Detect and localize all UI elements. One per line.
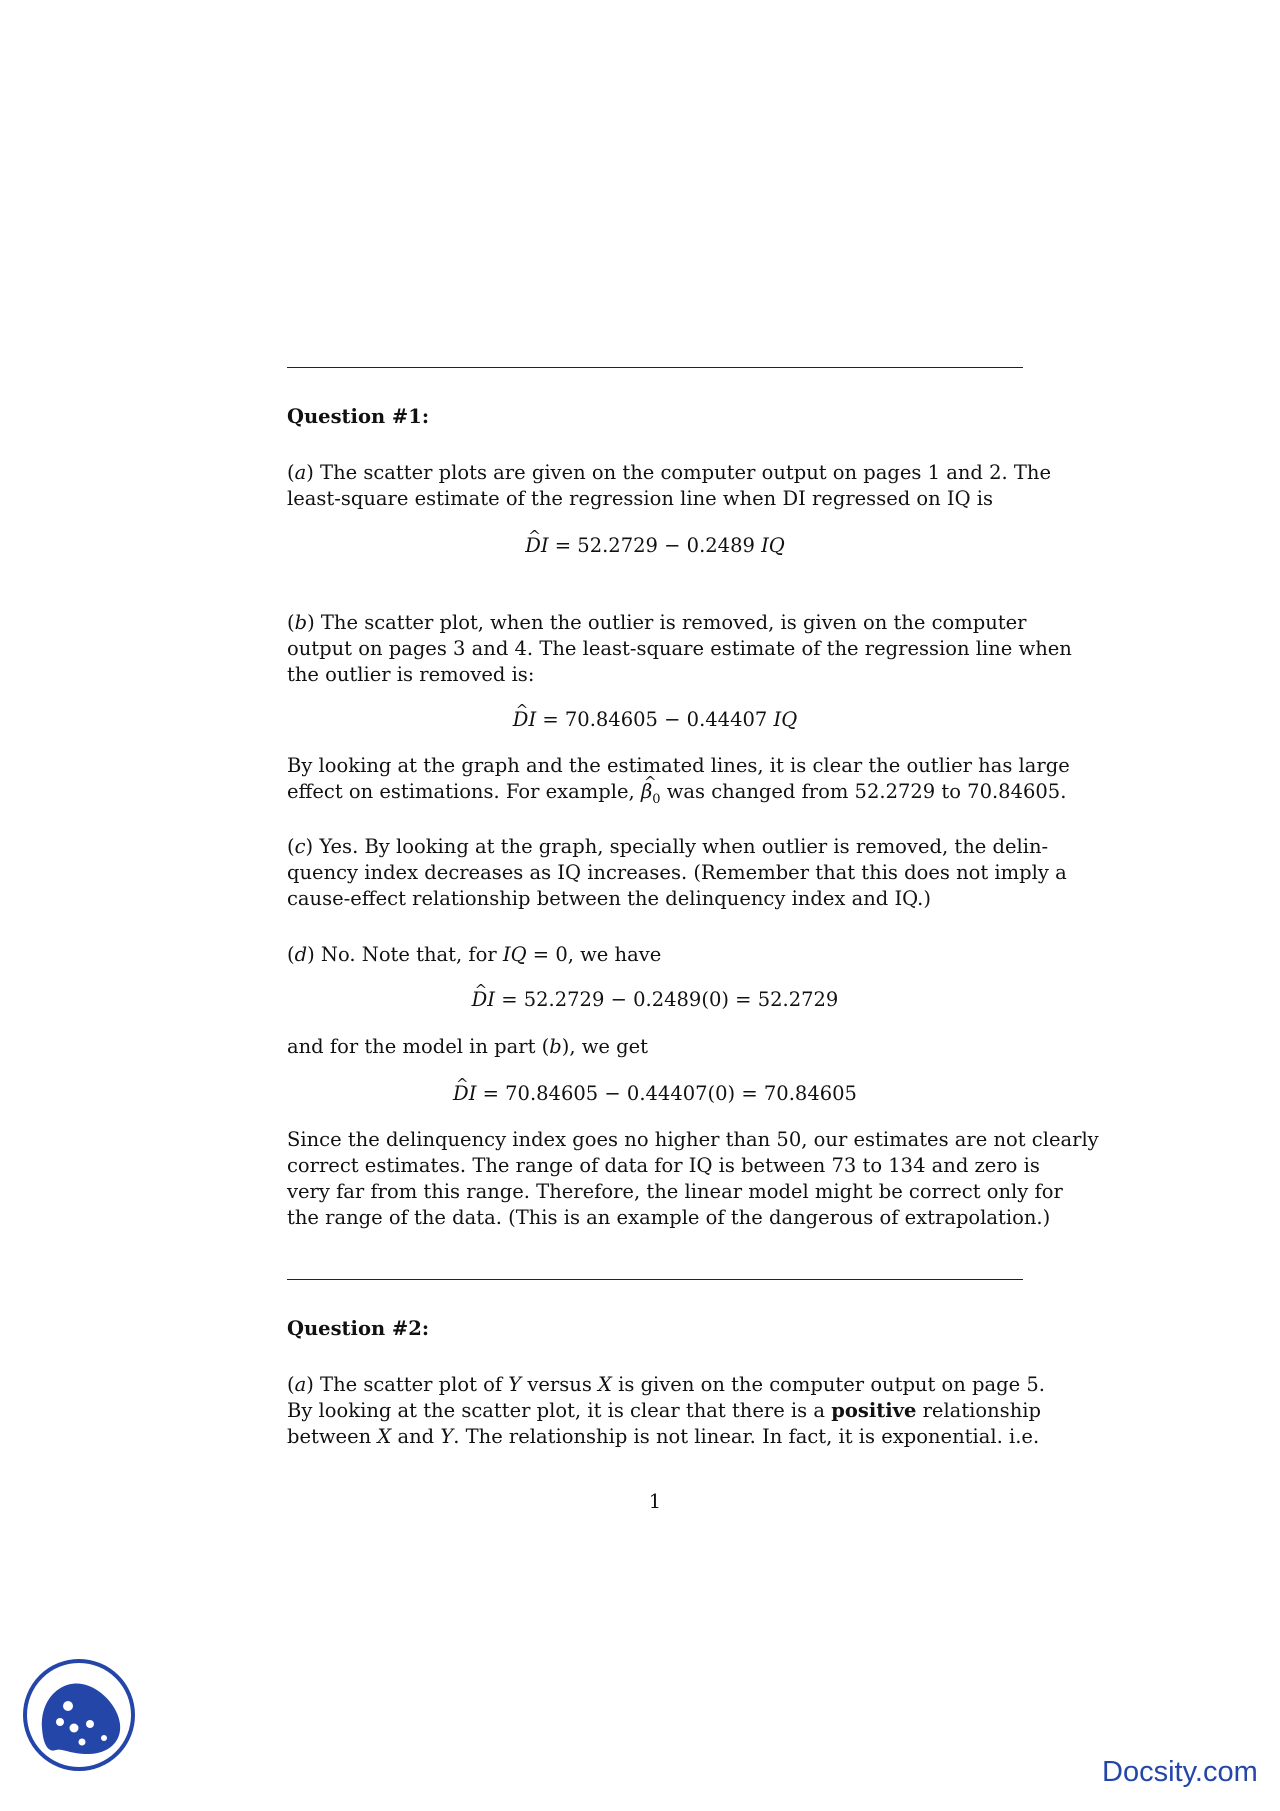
q1b-line-1: (b) The scatter plot, when the outlier is removed, is given on the computer <box>287 611 1027 634</box>
q1d2-line-3: very far from this range. Therefore, the linear model might be correct only for <box>287 1180 1063 1203</box>
question-1d-conclusion <box>287 1127 1099 1231</box>
equation-3: ^ DI = 52.2729 − 0.2489(0) = 52.2729 <box>287 987 1023 1013</box>
q1c-line-1: (c) Yes. By looking at the graph, specially when outlier is removed, the delin- <box>287 835 1049 858</box>
q1d2-line-2: correct estimates. The range of data for IQ is between 73 to 134 and zero is <box>287 1154 1040 1177</box>
page-number: 1 <box>648 1490 662 1513</box>
equation-2: ^ DI = 70.84605 − 0.44407 IQ <box>287 707 1023 733</box>
q2a-line-3: between X and Y. The relationship is not linear. In fact, it is exponential. i.e. <box>287 1425 1040 1448</box>
q1d-line-2: and for the model in part (b), we get <box>287 1035 649 1058</box>
horizontal-rule <box>287 1279 1023 1280</box>
q1b2-line-1: By looking at the graph and the estimated lines, it is clear the outlier has large <box>287 754 1070 777</box>
question-1a-paragraph <box>287 460 1052 512</box>
question-1d-paragraph <box>287 942 1023 968</box>
equation-4: ^ DI = 70.84605 − 0.44407(0) = 70.84605 <box>287 1081 1023 1107</box>
q2a-line-2: By looking at the scatter plot, it is clear that there is a positive relationship <box>287 1399 1041 1422</box>
q1d2-line-1: Since the delinquency index goes no higher than 50, our estimates are not clearly <box>287 1128 1099 1151</box>
question-1b-paragraph <box>287 610 1072 688</box>
q1a-line-1: (a) The scatter plots are given on the computer output on pages 1 and 2. The <box>287 461 1052 484</box>
q1d-line-1: (d) No. Note that, for IQ = 0, we have <box>287 943 662 966</box>
question-2-heading: Question #2: <box>287 1317 430 1340</box>
q1a-line-2: least-square estimate of the regression line when DI regressed on IQ is <box>287 487 994 510</box>
horizontal-rule <box>287 367 1023 368</box>
q2a-line-1: (a) The scatter plot of Y versus X is given on the computer output on page 5. <box>287 1373 1045 1396</box>
q1d2-line-4: the range of the data. (This is an example of the dangerous of extrapolation.) <box>287 1206 1051 1229</box>
question-1b-discussion <box>287 753 1070 813</box>
question-1-heading: Question #1: <box>287 405 430 428</box>
q1b-line-2: output on pages 3 and 4. The least-square estimate of the regression line when <box>287 637 1072 660</box>
q1c-line-2: quency index decreases as IQ increases. (Remember that this does not imply a <box>287 861 1067 884</box>
docsity-logo-icon <box>22 1658 136 1772</box>
question-1c-paragraph <box>287 834 1067 912</box>
question-1d-model <box>287 1034 1023 1060</box>
docsity-watermark[interactable]: Docsity.com <box>1102 1756 1258 1788</box>
equation-1: ^ DI = 52.2729 − 0.2489 IQ <box>287 533 1023 559</box>
question-2a-paragraph <box>287 1372 1045 1450</box>
q1b2-line-2: effect on estimations. For example, ^ $\beta_0$ was changed from 52.2729 to 70.84605. <box>287 779 1023 813</box>
q1c-line-3: cause-effect relationship between the delinquency index and IQ.) <box>287 887 931 910</box>
q1b-line-3: the outlier is removed is: <box>287 663 535 686</box>
